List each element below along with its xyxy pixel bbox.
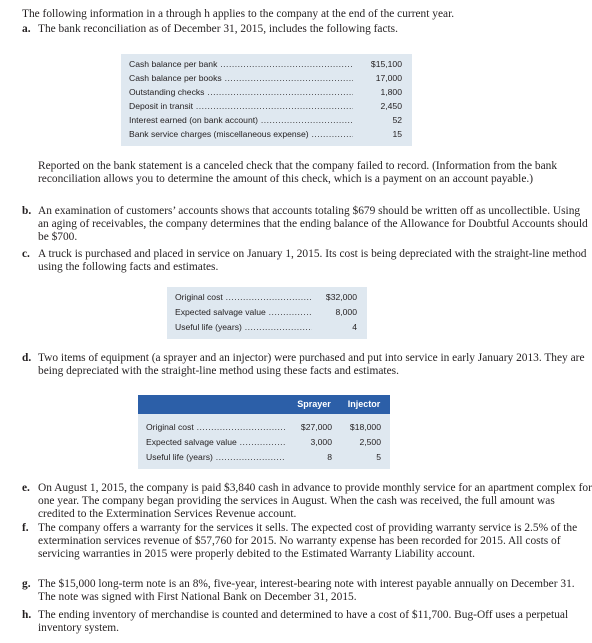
row-value: $15,100	[353, 57, 402, 71]
column-header-sprayer: Sprayer	[297, 399, 331, 409]
item-e-text: On August 1, 2015, the company is paid $3,840 cash in advance to provide monthly service for an apartment complex for one year. The company began providing the services in August. When the cash was received, the full amount was credited to the Extermination Services Revenue account.	[38, 482, 592, 521]
item-b-text: An examination of customers’ accounts shows that accounts totaling $679 should be written off as uncollectible. Using an aging of receivables, the company determines that the ending balance of the Allowance for Doubtful Accounts should be $700.	[38, 205, 588, 244]
item-h-letter: h.	[22, 609, 32, 621]
item-g-text: The $15,000 long-term note is an 8%, five-year, interest-bearing note with interest payable annually on December 31. The note was signed with First National Bank on December 31, 2015.	[38, 578, 575, 604]
item-b-letter: b.	[22, 205, 32, 217]
column-header-injector: Injector	[347, 399, 381, 409]
table-row	[167, 305, 367, 319]
table-row	[167, 290, 367, 304]
item-d-text: Two items of equipment (a sprayer and an injector) were purchased and put into service in early January 2013. They are being depreciated with the straight-line method using these facts and estimates.	[38, 352, 585, 378]
item-h-text: The ending inventory of merchandise is counted and determined to have a cost of $11,700. Bug-Off uses a perpetual inventory system.	[38, 609, 569, 635]
row-value: 17,000	[353, 71, 402, 85]
row-label: Cash balance per books .....	[129, 71, 356, 85]
item-f	[22, 522, 592, 562]
table-row	[121, 99, 412, 113]
item-b	[22, 205, 592, 245]
table-row	[138, 420, 390, 434]
row-label: Original cost .....	[175, 290, 315, 304]
item-f-letter: f.	[22, 522, 29, 534]
row-value: $32,000	[312, 290, 357, 304]
item-f-text: The company offers a warranty for the services it sells. The expected cost of providing warranty service is 2.5% of the extermination services revenue of $57,760 for 2015. No warranty expense has been recorded for 2015. All costs of servicing warranties in 2015 were properly debited to the Estimated Warranty Liability account.	[38, 522, 578, 561]
item-g	[22, 578, 592, 604]
item-h	[22, 609, 592, 635]
row-label: Expected salvage value .....	[175, 305, 315, 319]
bank-reconciliation-table	[121, 54, 412, 146]
table-row	[121, 57, 412, 71]
item-g-letter: g.	[22, 578, 31, 590]
item-d-letter: d.	[22, 352, 32, 364]
table-row	[138, 435, 390, 449]
sprayer-value: $27,000	[285, 420, 332, 434]
row-value: 2,450	[353, 99, 402, 113]
table-row	[121, 71, 412, 85]
row-value: 8,000	[312, 305, 357, 319]
row-label: Original cost .....	[146, 420, 288, 434]
item-a-letter: a.	[22, 23, 31, 35]
sprayer-value: 3,000	[285, 435, 332, 449]
table-row	[167, 320, 367, 334]
item-e	[22, 482, 592, 522]
injector-value: $18,000	[332, 420, 381, 434]
row-label: Useful life (years) .....	[175, 320, 315, 334]
row-label: Deposit in transit .....	[129, 99, 356, 113]
item-a-followup-text: Reported on the bank statement is a canceled check that the company failed to record. (Information from the bank reconciliation allows you to determine the amount of this check, which is a payment on an account payable.)	[38, 160, 558, 186]
item-d	[22, 352, 592, 378]
table-row	[121, 85, 412, 99]
intro-text: The following information in a through h applies to the company at the end of the current year.	[22, 8, 455, 20]
item-c-text: A truck is purchased and placed in service on January 1, 2015. Its cost is being depreciated with the straight-line method using the following facts and estimates.	[38, 248, 587, 274]
table-row	[121, 127, 412, 141]
sprayer-value: 8	[285, 450, 332, 464]
equipment-depreciation-table	[138, 395, 390, 469]
row-value: 4	[312, 320, 357, 334]
item-a	[22, 23, 592, 36]
row-label: Interest earned (on bank account) .....	[129, 113, 356, 127]
row-label: Cash balance per bank .....	[129, 57, 356, 71]
item-c-letter: c.	[22, 248, 30, 260]
table-header	[138, 395, 390, 414]
injector-value: 5	[332, 450, 381, 464]
truck-depreciation-table	[167, 287, 367, 339]
row-label: Useful life (years) .....	[146, 450, 288, 464]
table-row	[138, 450, 390, 464]
row-value: 52	[353, 113, 402, 127]
table-row	[121, 113, 412, 127]
item-e-letter: e.	[22, 482, 30, 494]
row-value: 15	[353, 127, 402, 141]
item-a-text: The bank reconciliation as of December 31, 2015, includes the following facts.	[38, 23, 398, 35]
row-label: Bank service charges (miscellaneous expense) .....	[129, 127, 356, 141]
row-label: Outstanding checks .....	[129, 85, 356, 99]
row-value: 1,800	[353, 85, 402, 99]
row-label: Expected salvage value .....	[146, 435, 288, 449]
injector-value: 2,500	[332, 435, 381, 449]
item-c	[22, 248, 592, 274]
